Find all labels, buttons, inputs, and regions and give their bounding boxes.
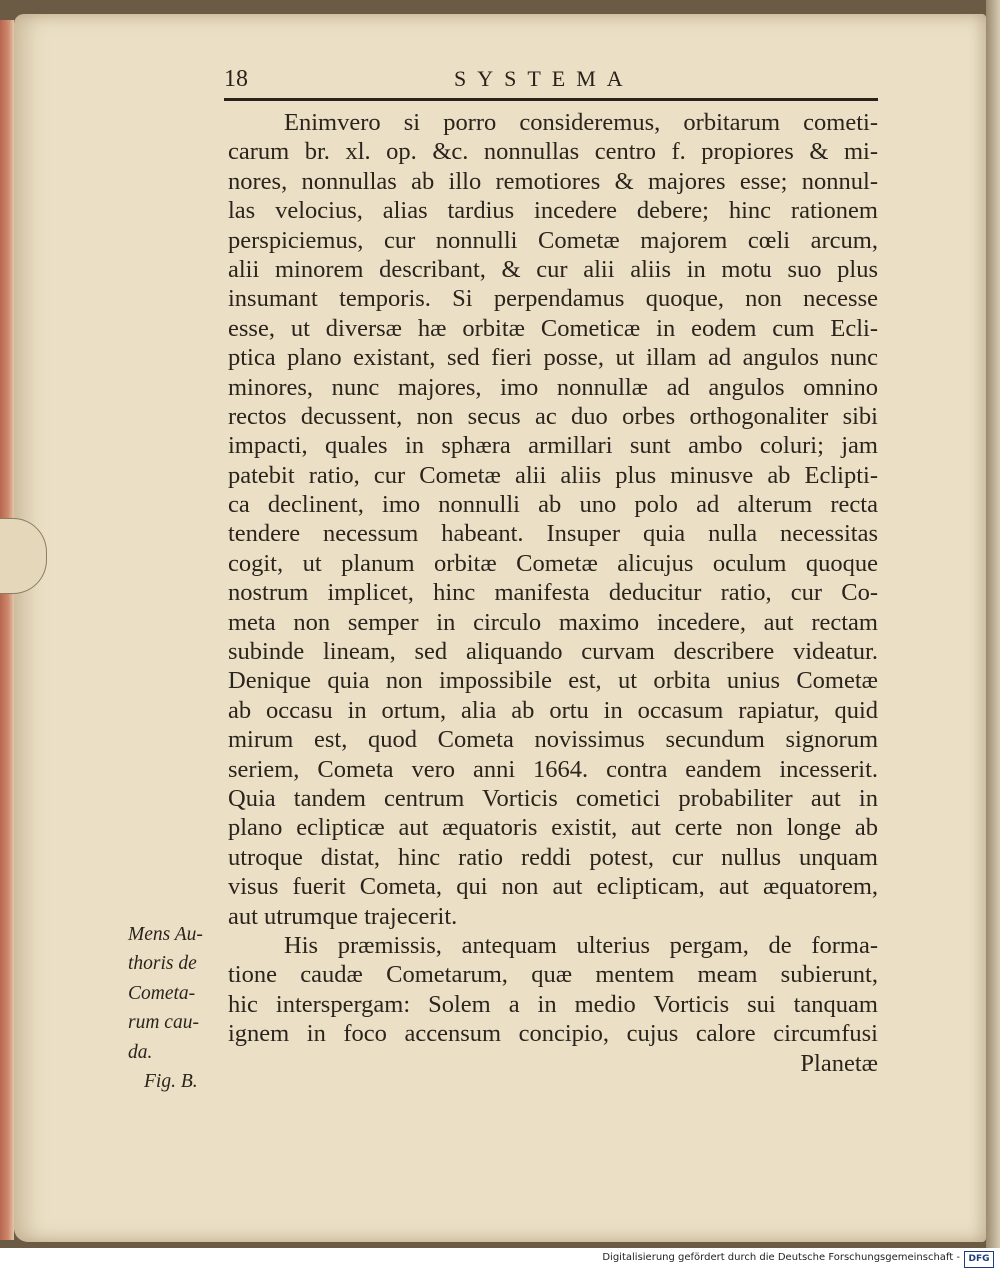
page-number: 18 [224, 66, 248, 92]
text-line: Enimvero si porro consideremus, orbitarum cometi- [284, 109, 878, 136]
margin-note [128, 920, 224, 1096]
text-line: meta non semper in circulo maximo incedere, aut rectam [228, 608, 878, 636]
text-line: Quia tandem centrum Vorticis cometici probabiliter aut in [228, 784, 878, 812]
footer-bar [0, 1248, 1000, 1270]
header-rule [224, 98, 878, 101]
text-line: esse, ut diversæ hæ orbitæ Cometicæ in eodem cum Ecli- [228, 314, 878, 342]
margin-note-line: Mens Au- [128, 924, 203, 945]
binding-edge-right [986, 0, 1000, 1248]
funding-credit: Digitalisierung gefördert durch die Deutsche Forschungsgemeinschaft - [602, 1252, 960, 1263]
text-line: hic interspergam: Solem a in medio Vorticis sui tanquam [228, 990, 878, 1018]
text-line: ca declinent, imo nonnulli ab uno polo ad alterum recta [228, 491, 878, 519]
text-line: seriem, Cometa vero anni 1664. contra eandem incesserit. [228, 755, 878, 783]
text-line: insumant temporis. Si perpendamus quoque, non necesse [228, 285, 878, 313]
text-line: ab occasu in ortum, alia ab ortu in occasum rapiatur, quid [228, 696, 878, 724]
text-line: ignem in foco accensum concipio, cujus calore circumfusi [228, 1020, 878, 1048]
text-line: subinde lineam, sed aliquando curvam describere videatur. [228, 638, 878, 666]
text-line: alii minorem describant, & cur alii aliis in motu suo plus [228, 255, 878, 283]
figure-reference: Fig. B. [144, 1070, 198, 1092]
text-line: plano eclipticæ aut æquatoris existit, aut certe non longe ab [228, 814, 878, 842]
text-line: cogit, ut planum orbitæ Cometæ alicujus oculum quoque [228, 549, 878, 577]
text-line: mirum est, quod Cometa novissimus secundum signorum [228, 726, 878, 754]
text-line: visus fuerit Cometa, qui non aut eclipticam, aut æquatorem, [228, 873, 878, 901]
text-line: minores, nunc majores, imo nonnullæ ad angulos omnino [228, 373, 878, 401]
text-line: His præmissis, antequam ulterius pergam, de forma- [284, 931, 878, 959]
text-line: Denique quia non impossibile est, ut orbita unius Cometæ [228, 667, 878, 695]
text-line: ptica plano existant, sed fieri posse, ut illam ad angulos nunc [228, 344, 878, 372]
text-line: perspiciemus, cur nonnulli Cometæ majorem cœli arcum, [228, 226, 878, 254]
running-head: SYSTEMA [454, 66, 634, 91]
text-line: rectos decussent, non secus ac duo orbes orthogonaliter sibi [228, 402, 878, 430]
text-line: impacti, quales in sphæra armillari sunt ambo coluri; jam [228, 432, 878, 460]
margin-note-line: thoris de [128, 953, 197, 975]
text-line: utroque distat, hinc ratio reddi potest, cur nullus unquam [228, 843, 878, 871]
text-line: nores, nonnullas ab illo remotiores & majores esse; nonnul- [228, 167, 878, 195]
text-line: carum br. xl. op. &c. nonnullas centro f. propiores & mi- [228, 138, 878, 166]
dfg-logo: DFG [964, 1251, 994, 1268]
body-text [228, 108, 878, 1078]
margin-note-line: da. [128, 1041, 153, 1063]
catchword: Planetæ [800, 1049, 878, 1077]
margin-note-line: Cometa- [128, 982, 196, 1004]
text-line: tendere necessum habeant. Insuper quia nulla necessitas [228, 520, 878, 548]
page-edge-left [0, 20, 14, 1240]
text-line: patebit ratio, cur Cometæ alii aliis plus minusve ab Eclipti- [228, 461, 878, 489]
text-line: tione caudæ Cometarum, quæ mentem meam subierunt, [228, 961, 878, 989]
text-line: aut utrumque trajecerit. [228, 902, 458, 930]
text-line: nostrum implicet, hinc manifesta deducitur ratio, cur Co- [228, 579, 878, 607]
text-line: las velocius, alias tardius incedere debere; hinc rationem [228, 197, 878, 225]
page-header [224, 60, 878, 100]
margin-note-line: rum cau- [128, 1012, 199, 1034]
